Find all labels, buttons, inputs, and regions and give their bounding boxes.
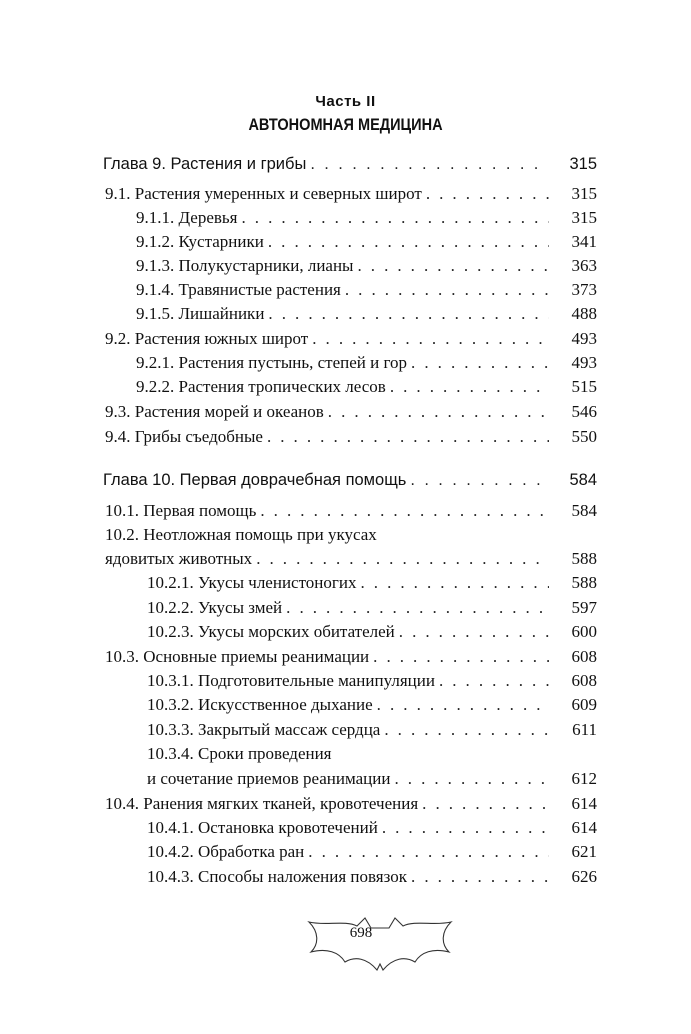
toc-entry-title: 10.2. Неотложная помощь при укусах xyxy=(105,525,377,544)
toc-page-number: 315 xyxy=(571,208,597,227)
toc-page-number: 614 xyxy=(571,818,597,837)
toc-entry-chapter-10[interactable] xyxy=(0,466,691,490)
toc-entry-title: 10.3. Основные приемы реанимации xyxy=(105,647,370,666)
toc-entry-title: 10.4. Ранения мягких тканей, кровотечения xyxy=(105,794,419,813)
leader-dots xyxy=(411,867,549,887)
toc-page-number: 493 xyxy=(571,329,597,348)
toc-entry-title: 9.3. Растения морей и океанов xyxy=(105,402,324,421)
toc-entry-9-1-5[interactable] xyxy=(0,300,691,324)
toc-entry-title: 10.4.3. Способы наложения повязок xyxy=(147,867,408,886)
toc-entry-title: 9.1.1. Деревья xyxy=(136,208,238,227)
toc-page-number: 363 xyxy=(571,256,597,275)
leader-dots xyxy=(399,622,549,642)
toc-entry-9-1-1[interactable] xyxy=(0,204,691,228)
toc-entry-10-3-2[interactable] xyxy=(0,691,691,715)
toc-entry-title: 10.2.3. Укусы морских обитателей xyxy=(147,622,395,641)
toc-entry-title: 10.3.4. Сроки проведения xyxy=(147,744,332,763)
toc-page-number: 614 xyxy=(571,794,597,813)
toc-entry-title: 9.2.2. Растения тропических лесов xyxy=(136,377,386,396)
toc-entry-9-2-1[interactable] xyxy=(0,349,691,373)
toc-entry-9-1-3[interactable] xyxy=(0,252,691,276)
toc-page-number: 584 xyxy=(569,471,597,489)
toc-entry-10-4-1[interactable] xyxy=(0,814,691,838)
toc-entry-title: и сочетание приемов реанимации xyxy=(147,769,391,788)
toc-entry-10-3-4[interactable] xyxy=(0,740,691,764)
page-number: 698 xyxy=(349,925,373,941)
leader-dots xyxy=(410,471,549,490)
toc-entry-title: 9.1.2. Кустарники xyxy=(136,232,264,251)
leader-dots xyxy=(242,208,550,228)
leader-dots xyxy=(268,304,549,324)
part-label: Часть II xyxy=(315,93,376,110)
toc-entry-title: 10.2.1. Укусы членистоногих xyxy=(147,573,357,592)
toc-entry-10-2-continued[interactable] xyxy=(0,545,691,569)
toc-page-number: 600 xyxy=(571,622,597,641)
toc-page-number: 488 xyxy=(571,304,597,323)
toc-entry-title: 10.3.3. Закрытый массаж сердца xyxy=(147,720,381,739)
toc-entry-9-2[interactable] xyxy=(0,325,691,349)
toc-entry-title: 9.1.5. Лишайники xyxy=(136,304,265,323)
toc-page-number: 621 xyxy=(571,842,597,861)
leader-dots xyxy=(377,695,549,715)
toc-entry-9-1-2[interactable] xyxy=(0,228,691,252)
leader-dots xyxy=(256,549,549,569)
leader-dots xyxy=(308,842,549,862)
toc-entry-title: 10.4.2. Обработка ран xyxy=(147,842,305,861)
toc-page-number: 515 xyxy=(571,377,597,396)
leader-dots xyxy=(422,794,549,814)
leader-dots xyxy=(286,598,549,618)
toc-page-number: 608 xyxy=(571,671,597,690)
toc-entry-9-2-2[interactable] xyxy=(0,373,691,397)
toc-page-number: 550 xyxy=(571,427,597,446)
toc-page-number: 493 xyxy=(571,353,597,372)
toc-entry-10-4-3[interactable] xyxy=(0,863,691,887)
toc-entry-title: 10.2.2. Укусы змей xyxy=(147,598,283,617)
leader-dots xyxy=(439,671,549,691)
toc-page-number: 341 xyxy=(571,232,597,251)
toc-entry-10-4[interactable] xyxy=(0,790,691,814)
toc-entry-title: 9.4. Грибы съедобные xyxy=(105,427,263,446)
toc-entry-title: 10.3.2. Искусственное дыхание xyxy=(147,695,373,714)
toc-entry-10-3-4-continued[interactable] xyxy=(0,765,691,789)
toc-entry-title: 9.1.4. Травянистые растения xyxy=(136,280,341,299)
leader-dots xyxy=(360,573,549,593)
toc-entry-title: 10.4.1. Остановка кровотечений xyxy=(147,818,378,837)
toc-entry-10-1[interactable] xyxy=(0,497,691,521)
toc-entry-9-4[interactable] xyxy=(0,423,691,447)
toc-entry-10-4-2[interactable] xyxy=(0,838,691,862)
toc-entry-title: 9.2. Растения южных широт xyxy=(105,329,309,348)
toc-entry-title: 9.1.3. Полукустарники, лианы xyxy=(136,256,354,275)
leader-dots xyxy=(268,232,549,252)
toc-page-number: 373 xyxy=(571,280,597,299)
leader-dots xyxy=(310,155,549,174)
leader-dots xyxy=(345,280,549,300)
toc-entry-title: 10.3.1. Подготовительные манипуляции xyxy=(147,671,435,690)
leader-dots xyxy=(411,353,549,373)
toc-entry-10-3[interactable] xyxy=(0,643,691,667)
toc-page-number: 626 xyxy=(571,867,597,886)
toc-entry-10-2-2[interactable] xyxy=(0,594,691,618)
toc-page-number: 315 xyxy=(571,184,597,203)
toc-page-number: 597 xyxy=(571,598,597,617)
toc-entry-title: 10.1. Первая помощь xyxy=(105,501,257,520)
toc-entry-9-3[interactable] xyxy=(0,398,691,422)
leader-dots xyxy=(267,427,549,447)
leader-dots xyxy=(373,647,549,667)
leader-dots xyxy=(357,256,549,276)
leader-dots xyxy=(390,377,549,397)
toc-page-number: 588 xyxy=(571,573,597,592)
toc-page-number: 612 xyxy=(571,769,597,788)
toc-page-number: 546 xyxy=(571,402,597,421)
toc-entry-title: Глава 9. Растения и грибы xyxy=(103,155,307,173)
leader-dots xyxy=(382,818,549,838)
toc-page-number: 611 xyxy=(572,720,597,739)
toc-entry-title: 9.2.1. Растения пустынь, степей и гор xyxy=(136,353,408,372)
toc-page-number: 609 xyxy=(571,695,597,714)
toc-entry-title: 9.1. Растения умеренных и северных широт xyxy=(105,184,422,203)
part-title: АВТОНОМНАЯ МЕДИЦИНА xyxy=(248,116,443,134)
toc-entry-chapter-9[interactable] xyxy=(0,150,691,174)
leader-dots xyxy=(394,769,549,789)
leader-dots xyxy=(328,402,549,422)
leader-dots xyxy=(384,720,549,740)
toc-entry-9-1[interactable] xyxy=(0,180,691,204)
toc-page-number: 315 xyxy=(569,155,597,173)
toc-page-number: 584 xyxy=(571,501,597,520)
toc-entry-title: Глава 10. Первая доврачебная помощь xyxy=(103,471,407,489)
toc-page-number: 588 xyxy=(571,549,597,568)
leader-dots xyxy=(312,329,549,349)
toc-entry-9-1-4[interactable] xyxy=(0,276,691,300)
toc-page-number: 608 xyxy=(571,647,597,666)
toc-entry-10-2-1[interactable] xyxy=(0,569,691,593)
leader-dots xyxy=(260,501,549,521)
toc-entry-10-3-3[interactable] xyxy=(0,716,691,740)
toc-entry-10-2-3[interactable] xyxy=(0,618,691,642)
leader-dots xyxy=(426,184,549,204)
toc-entry-10-2[interactable] xyxy=(0,521,691,545)
toc-entry-title: ядовитых животных xyxy=(105,549,253,568)
toc-entry-10-3-1[interactable] xyxy=(0,667,691,691)
bat-silhouette-icon xyxy=(305,912,455,974)
